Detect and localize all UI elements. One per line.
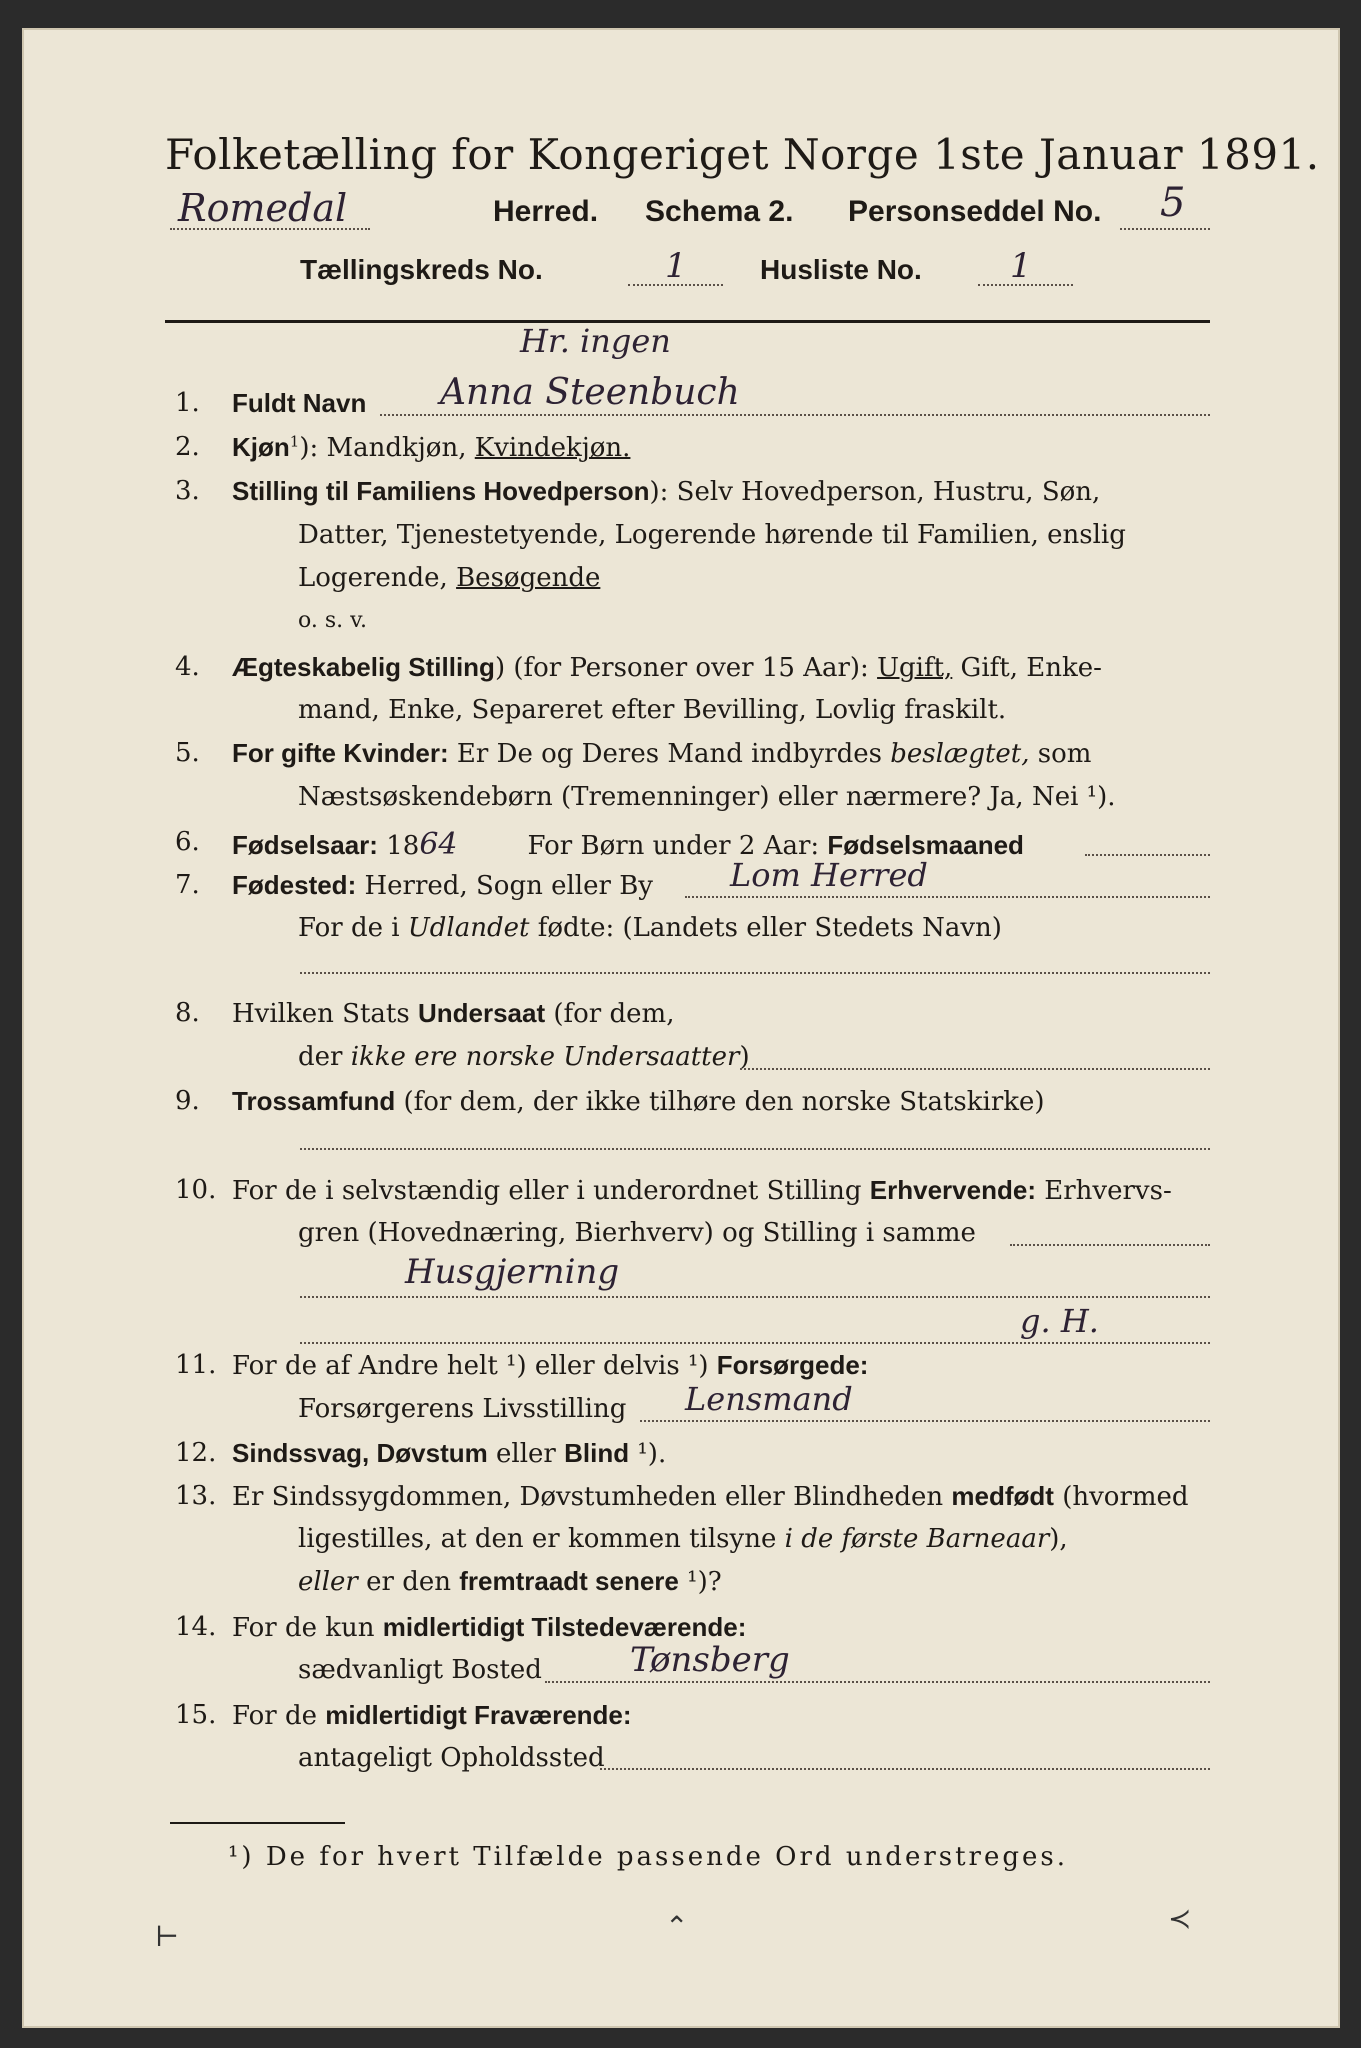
footnote-rule	[170, 1822, 345, 1824]
pencil-mark-center: ⌃	[665, 1910, 689, 1943]
q1-dotted-line	[380, 414, 1210, 416]
q11-number: 11.	[175, 1350, 217, 1380]
q7-line2: For de i Udlandet fødte: (Landets eller Stedets Navn)	[298, 913, 1002, 943]
q12-line: Sindssvag, Døvstum eller Blind ¹).	[232, 1438, 667, 1469]
kreds-number: 1	[665, 246, 687, 286]
herred-handwritten: Romedal	[178, 186, 348, 230]
q14-dotted-line	[545, 1681, 1210, 1683]
q15-dotted-line	[600, 1768, 1210, 1770]
q8-dotted-line	[740, 1068, 1210, 1070]
q13-line2: ligestilles, at den er kommen tilsyne i de første Barneaar),	[298, 1524, 1068, 1554]
q15-line2: antageligt Opholdssted	[298, 1743, 605, 1773]
q2-number: 2.	[175, 432, 200, 462]
q8-line2: der ikke ere norske Undersaatter)	[298, 1042, 750, 1072]
q4-line1: Ægteskabelig Stilling) (for Personer over 15 Aar): Ugift, Gift, Enke-	[232, 652, 1102, 683]
q1-handwritten-above: Hr. ingen	[520, 322, 671, 360]
q9-blank-line	[300, 1148, 1210, 1150]
q7-dotted-line	[685, 896, 1210, 898]
form-title: Folketælling for Kongeriget Norge 1ste Januar 1891.	[165, 130, 1320, 179]
herred-label: Herred.	[493, 195, 599, 228]
q7-number: 7.	[175, 870, 200, 900]
personseddel-label: Personseddel No.	[848, 195, 1102, 228]
q14-line2: sædvanligt Bosted	[298, 1655, 542, 1685]
q11-dotted-line	[640, 1420, 1210, 1422]
personseddel-number: 5	[1160, 180, 1186, 226]
q4-number: 4.	[175, 652, 200, 682]
q10-occupation-handwritten: Husgjerning	[405, 1252, 620, 1292]
q10-dotted-line3	[300, 1342, 1210, 1344]
q6-year-handwritten: 64	[419, 827, 458, 862]
pencil-mark-right: ≺	[1168, 1902, 1192, 1935]
q12-number: 12.	[175, 1438, 217, 1468]
q7-blank-line	[300, 972, 1210, 974]
q4-line2: mand, Enke, Separeret efter Bevilling, Lovlig fraskilt.	[298, 695, 1007, 725]
q2-selected: Kvindekjøn.	[474, 433, 631, 463]
husliste-dotted-line	[978, 284, 1073, 286]
q14-line1: For de kun midlertidigt Tilstedeværende:	[232, 1612, 747, 1643]
q2-line: Kjøn$^1$): Mandkjøn, Kvindekjøn.	[232, 432, 631, 463]
schema-label: Schema 2.	[645, 195, 794, 228]
q11-provider-handwritten: Lensmand	[685, 1380, 853, 1418]
q5-line2: Næstsøskendebørn (Tremenninger) eller nærmere? Ja, Nei ¹).	[298, 782, 1116, 812]
husliste-number: 1	[1010, 246, 1032, 286]
personseddel-dotted-line	[1120, 228, 1210, 230]
q10-number: 10.	[175, 1175, 217, 1205]
q3-line2: Datter, Tjenestetyende, Logerende hørende til Familien, enslig	[298, 520, 1126, 550]
q9-number: 9.	[175, 1086, 200, 1116]
q6-number: 6.	[175, 827, 200, 857]
q3-line1: Stilling til Familiens Hovedperson): Selv Hovedperson, Hustru, Søn,	[232, 476, 1101, 507]
q6-line: Fødselsaar: 1864 For Børn under 2 Aar: Fødselsmaaned	[232, 827, 1024, 862]
q5-line1: For gifte Kvinder: Er De og Deres Mand indbyrdes beslægtet, som	[232, 738, 1092, 769]
q1-number: 1.	[175, 388, 200, 418]
q10-line1: For de i selvstændig eller i underordnet Stilling Erhvervende: Erhvervs-	[232, 1175, 1172, 1206]
q10-dotted-line2	[300, 1296, 1210, 1298]
q7-birthplace-handwritten: Lom Herred	[730, 856, 928, 894]
q3-selected: Besøgende	[456, 563, 601, 593]
q11-line2: Forsørgerens Livsstilling	[298, 1394, 627, 1424]
q14-residence-handwritten: Tønsberg	[630, 1640, 790, 1680]
q1-label: Fuldt Navn	[232, 388, 367, 418]
kreds-label: Tællingskreds No.	[300, 254, 543, 285]
q4-selected: Ugift,	[877, 653, 953, 683]
footnote: ¹) De for hvert Tilfælde passende Ord understreges.	[228, 1842, 1069, 1872]
pencil-mark-left: ⊢	[155, 1920, 180, 1953]
q3-line4: o. s. v.	[298, 608, 367, 633]
q8-number: 8.	[175, 998, 200, 1028]
q14-number: 14.	[175, 1612, 217, 1642]
q1-name-handwritten: Anna Steenbuch	[440, 372, 740, 413]
q15-line1: For de midlertidigt Fraværende:	[232, 1700, 632, 1731]
q9-line1: Trossamfund (for dem, der ikke tilhøre den norske Statskirke)	[232, 1086, 1045, 1117]
herred-dotted-line	[170, 228, 370, 230]
q10-dotted-line1	[1010, 1244, 1210, 1246]
header-divider	[165, 320, 1210, 323]
q8-line1: Hvilken Stats Undersaat (for dem,	[232, 998, 675, 1029]
kreds-dotted-line	[628, 284, 723, 286]
q3-number: 3.	[175, 476, 200, 506]
q13-line3: eller er den fremtraadt senere ¹)?	[298, 1566, 722, 1597]
q3-line3: Logerende, Besøgende	[298, 563, 601, 593]
census-form-page	[22, 28, 1340, 2028]
q7-line1: Fødested: Herred, Sogn eller By	[232, 870, 653, 901]
q5-number: 5.	[175, 738, 200, 768]
q6-dotted-line	[1085, 854, 1210, 856]
q15-number: 15.	[175, 1700, 217, 1730]
q11-line1: For de af Andre helt ¹) eller delvis ¹) Forsørgede:	[232, 1350, 869, 1381]
q13-number: 13.	[175, 1481, 217, 1511]
q10-note-handwritten: g. H.	[1020, 1302, 1099, 1340]
q13-line1: Er Sindssygdommen, Døvstumheden eller Blindheden medfødt (hvormed	[232, 1481, 1189, 1512]
husliste-label: Husliste No.	[760, 254, 922, 285]
q10-line2: gren (Hovednæring, Bierhverv) og Stilling i samme	[298, 1218, 976, 1248]
